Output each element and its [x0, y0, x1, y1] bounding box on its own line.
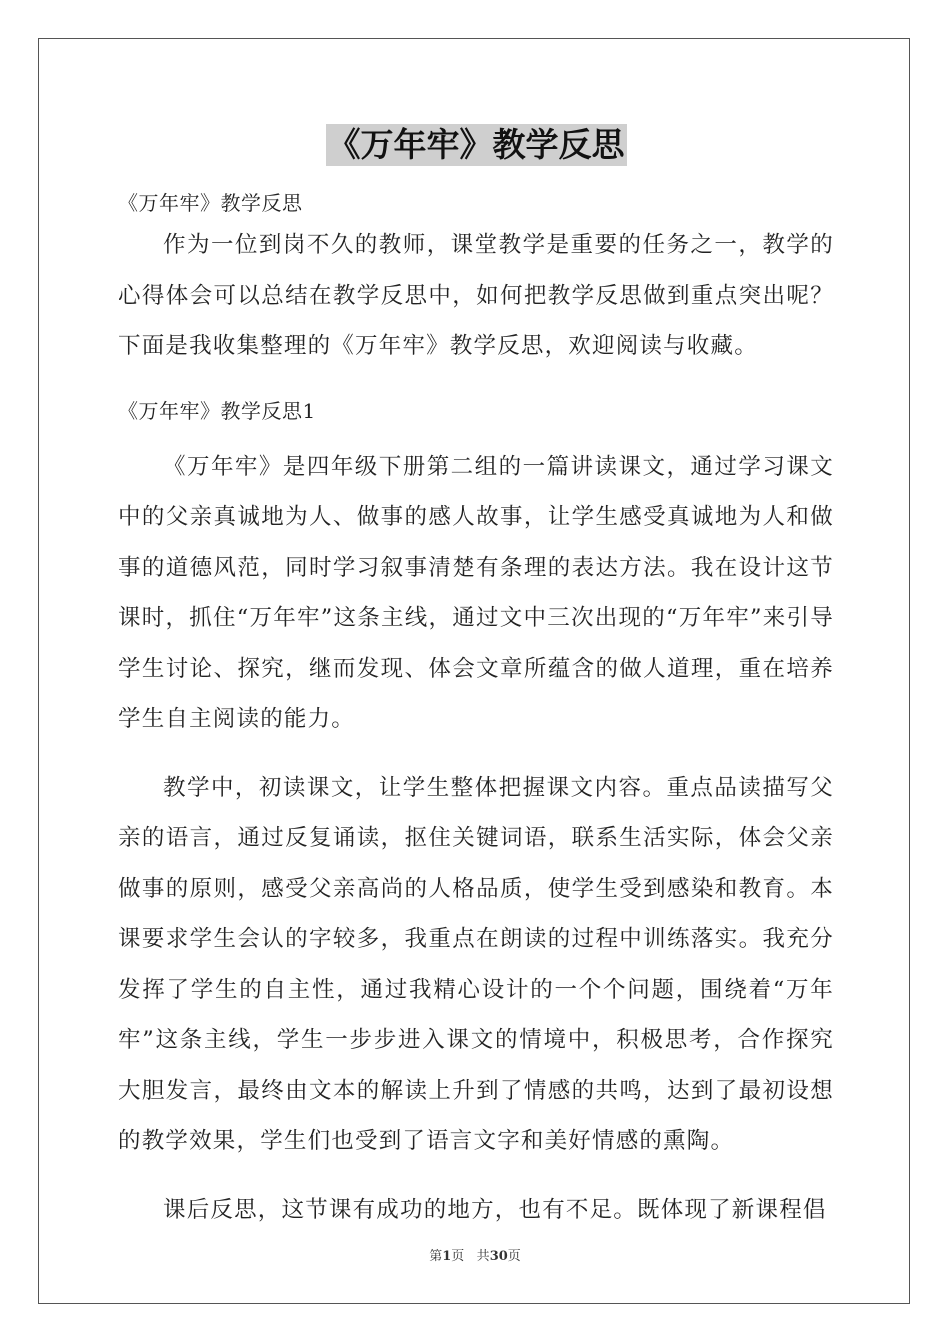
body-paragraph: 《万年牢》是四年级下册第二组的一篇讲读课文，通过学习课文中的父亲真诚地为人、做事的感人故事，让学生感受真诚地为人和做事的道德风范，同时学习叙事清楚有条理的表达方法。我在设计这节课时，抓住“万年牢”这条主线，通过文中三次出现的“万年牢”来引导学生讨论、探究，继而发现、体会文章所蕴含的做人道理，重在培养学生自主阅读的能力。: [118, 453, 834, 732]
page-suffix: 页: [451, 1249, 465, 1264]
document-subtitle: 《万年牢》教学反思: [118, 191, 303, 215]
title-container: [118, 124, 834, 170]
total-pages: 30: [489, 1249, 508, 1264]
page-footer: [0, 1245, 950, 1264]
total-suffix: 页: [507, 1249, 521, 1264]
page-prefix: 第: [429, 1249, 443, 1264]
body-paragraph: 课后反思，这节课有成功的地方，也有不足。既体现了新课程倡: [163, 1196, 827, 1223]
document-body: [118, 124, 834, 1235]
total-prefix: 共: [476, 1249, 490, 1264]
section-heading: 《万年牢》教学反思1: [118, 398, 316, 423]
intro-paragraph: 作为一位到岗不久的教师，课堂教学是重要的任务之一，教学的心得体会可以总结在教学反思中，如何把教学反思做到重点突出呢？下面是我收集整理的《万年牢》教学反思，欢迎阅读与收藏。: [118, 232, 834, 359]
page-number: 1: [442, 1249, 452, 1264]
body-paragraph: 教学中，初读课文，让学生整体把握课文内容。重点品读描写父亲的语言，通过反复诵读，抠住关键词语，联系生活实际，体会父亲做事的原则，感受父亲高尚的人格品质，使学生受到感染和教育。本课要求学生会认的字较多，我重点在朗读的过程中训练落实。我充分发挥了学生的自主性，通过我精心设计的一个个问题，围绕着“万年牢”这条主线，学生一步步进入课文的情境中，积极思考，合作探究大胆发言，最终由文本的解读上升到了情感的共鸣，达到了最初设想的教学效果，学生们也受到了语言文字和美好情感的熏陶。: [118, 774, 834, 1154]
document-title: 《万年牢》教学反思: [327, 125, 625, 164]
